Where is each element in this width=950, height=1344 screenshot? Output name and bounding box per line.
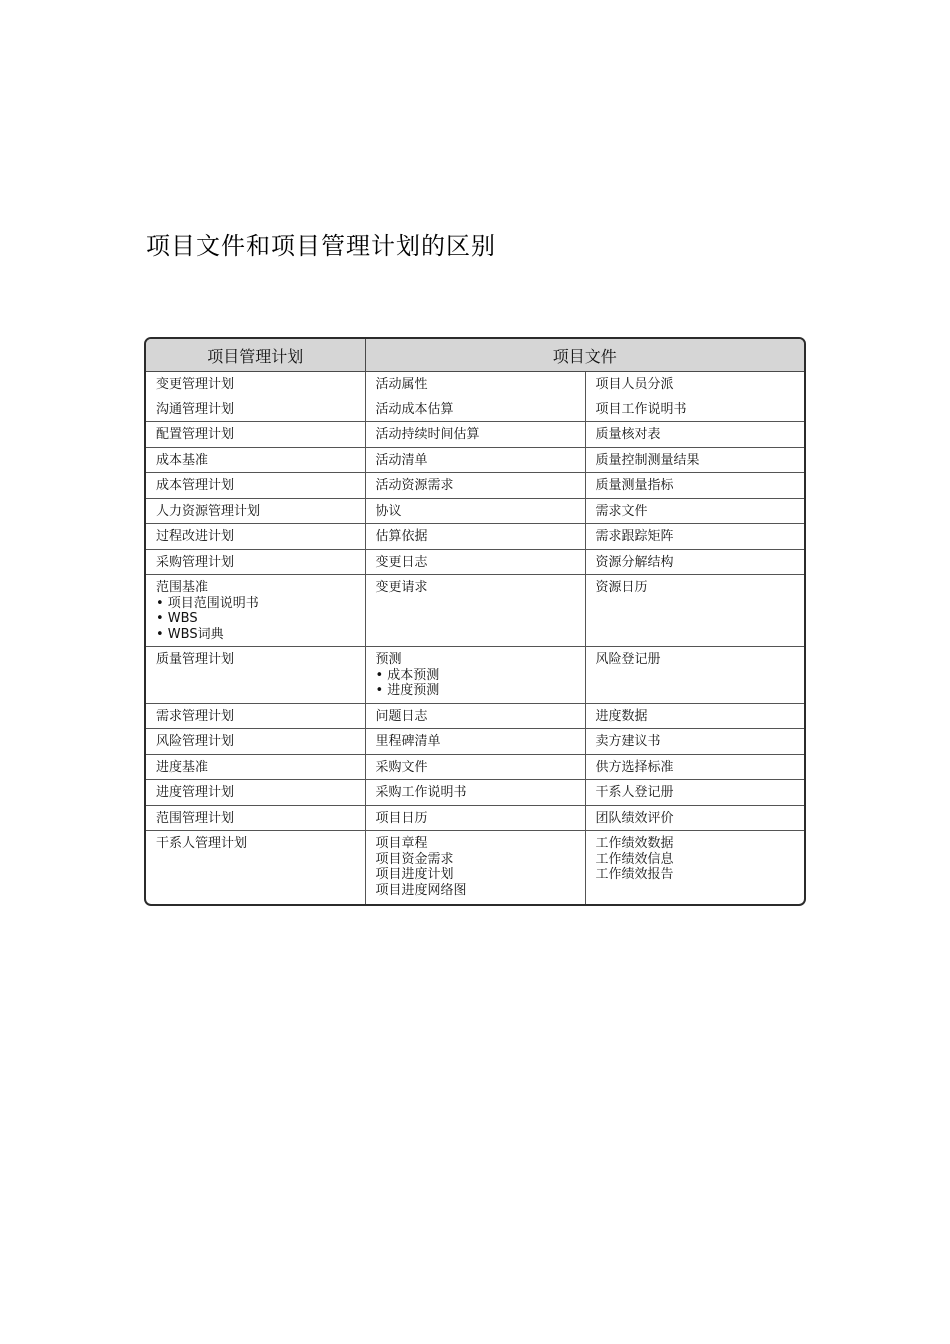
cell-line: 卖方建议书 [595, 734, 661, 749]
plan-cell [146, 575, 365, 647]
document-cell [365, 473, 585, 499]
cell-line: 估算依据 [375, 529, 428, 544]
cell-line: 干系人登记册 [595, 785, 674, 800]
plan-cell [146, 831, 365, 907]
document-cell [585, 447, 804, 473]
document-cell [585, 831, 804, 907]
cell-line: 质量控制测量结果 [595, 452, 700, 468]
document-cell [585, 549, 804, 575]
cell-line: 需求管理计划 [156, 708, 235, 724]
cell-line: 进度数据 [595, 708, 648, 724]
document-cell [365, 422, 585, 448]
cell-line: 变更管理计划 [156, 377, 235, 392]
cell-line: 项目人员分派 [595, 377, 674, 392]
cell-line: 质量管理计划 [156, 652, 235, 667]
cell-line: 成本管理计划 [156, 478, 235, 493]
table-row [146, 422, 804, 448]
table-header-row [146, 339, 804, 372]
cell-line: 采购文件 [375, 759, 428, 775]
comparison-table [144, 337, 806, 906]
plan-cell [146, 397, 365, 422]
document-cell [365, 397, 585, 422]
cell-line: 范围管理计划 [156, 810, 235, 826]
cell-line: 项目进度计划 [375, 867, 454, 882]
document-cell [585, 397, 804, 422]
table-row [146, 805, 804, 831]
plan-cell [146, 372, 365, 397]
cell-line: 活动成本估算 [375, 401, 454, 417]
document-cell [585, 647, 804, 704]
cell-line: 项目进度网络图 [375, 882, 467, 898]
table-row [146, 397, 804, 422]
cell-line: 需求文件 [595, 503, 648, 519]
cell-line: 资源日历 [595, 580, 648, 595]
table-row [146, 473, 804, 499]
cell-line: 活动清单 [375, 452, 428, 468]
cell-line: • 项目范围说明书 [156, 595, 259, 611]
cell-line: 进度管理计划 [156, 785, 235, 800]
cell-line: 质量测量指标 [595, 478, 674, 493]
table-row [146, 372, 804, 397]
table-row [146, 754, 804, 780]
document-cell [585, 780, 804, 806]
document-cell [585, 524, 804, 550]
cell-line: 问题日志 [375, 708, 428, 724]
document-cell [365, 372, 585, 397]
document-cell [365, 729, 585, 755]
plan-cell [146, 524, 365, 550]
document-cell [585, 498, 804, 524]
cell-line: 采购工作说明书 [375, 785, 467, 800]
cell-line: 预测 [375, 652, 402, 667]
plan-cell [146, 549, 365, 575]
document-cell [365, 703, 585, 729]
page-title: 项目文件和项目管理计划的区别 [146, 232, 496, 260]
table-row [146, 447, 804, 473]
cell-line: 过程改进计划 [156, 529, 235, 544]
table-body [146, 372, 804, 907]
plan-cell [146, 780, 365, 806]
cell-line: 活动属性 [375, 377, 428, 392]
cell-line: • WBS词典 [156, 626, 224, 642]
cell-line: 变更请求 [375, 580, 428, 595]
document-cell [365, 549, 585, 575]
document-cell [365, 575, 585, 647]
cell-line: 配置管理计划 [156, 427, 235, 442]
table-row [146, 549, 804, 575]
table-row [146, 703, 804, 729]
cell-line: 风险管理计划 [156, 734, 235, 749]
plan-cell [146, 729, 365, 755]
cell-line: 人力资源管理计划 [156, 503, 261, 519]
document-cell [585, 805, 804, 831]
plan-cell [146, 422, 365, 448]
cell-line: • 进度预测 [375, 683, 440, 698]
table-row [146, 575, 804, 647]
cell-line: 质量核对表 [595, 427, 661, 442]
document-cell [365, 754, 585, 780]
plan-cell [146, 498, 365, 524]
cell-line: 工作绩效信息 [595, 851, 674, 867]
table-row [146, 647, 804, 704]
cell-line: 项目资金需求 [375, 851, 454, 867]
document-cell [585, 372, 804, 397]
plan-cell [146, 447, 365, 473]
document-cell [585, 575, 804, 647]
cell-line: 活动资源需求 [375, 478, 454, 493]
document-cell [585, 754, 804, 780]
table-row [146, 780, 804, 806]
cell-line: 干系人管理计划 [156, 836, 248, 851]
header-project-management-plan: 项目管理计划 [146, 339, 365, 372]
document-cell [585, 473, 804, 499]
header-project-documents: 项目文件 [365, 339, 804, 372]
document-cell [585, 422, 804, 448]
document-cell [585, 729, 804, 755]
plan-cell [146, 754, 365, 780]
cell-line: 项目工作说明书 [595, 401, 687, 417]
cell-line: 成本基准 [156, 452, 209, 468]
cell-line: • WBS [156, 611, 198, 626]
cell-line: 进度基准 [156, 759, 209, 775]
table-row [146, 831, 804, 907]
comparison-table-grid [146, 339, 804, 906]
cell-line: 采购管理计划 [156, 554, 235, 570]
cell-line: 范围基准 [156, 580, 209, 595]
table-row [146, 498, 804, 524]
document-cell [365, 524, 585, 550]
cell-line: 风险登记册 [595, 652, 661, 667]
plan-cell [146, 647, 365, 704]
table-row [146, 729, 804, 755]
document-cell [365, 780, 585, 806]
plan-cell [146, 473, 365, 499]
cell-line: 工作绩效数据 [595, 836, 674, 851]
cell-line: 需求跟踪矩阵 [595, 529, 674, 544]
cell-line: 工作绩效报告 [595, 867, 674, 882]
document-cell [365, 498, 585, 524]
cell-line: 资源分解结构 [595, 554, 674, 570]
document-cell [585, 703, 804, 729]
document-cell [365, 447, 585, 473]
cell-line: 项目日历 [375, 810, 428, 826]
cell-line: 沟通管理计划 [156, 401, 235, 417]
cell-line: 协议 [375, 503, 402, 519]
table-row [146, 524, 804, 550]
cell-line: 变更日志 [375, 554, 428, 570]
cell-line: • 成本预测 [375, 667, 440, 683]
plan-cell [146, 703, 365, 729]
cell-line: 活动持续时间估算 [375, 427, 480, 442]
document-cell [365, 805, 585, 831]
plan-cell [146, 805, 365, 831]
cell-line: 团队绩效评价 [595, 810, 674, 826]
cell-line: 供方选择标准 [595, 759, 674, 775]
cell-line: 项目章程 [375, 836, 428, 851]
cell-line: 里程碑清单 [375, 734, 441, 749]
document-cell [365, 647, 585, 704]
document-cell [365, 831, 585, 907]
